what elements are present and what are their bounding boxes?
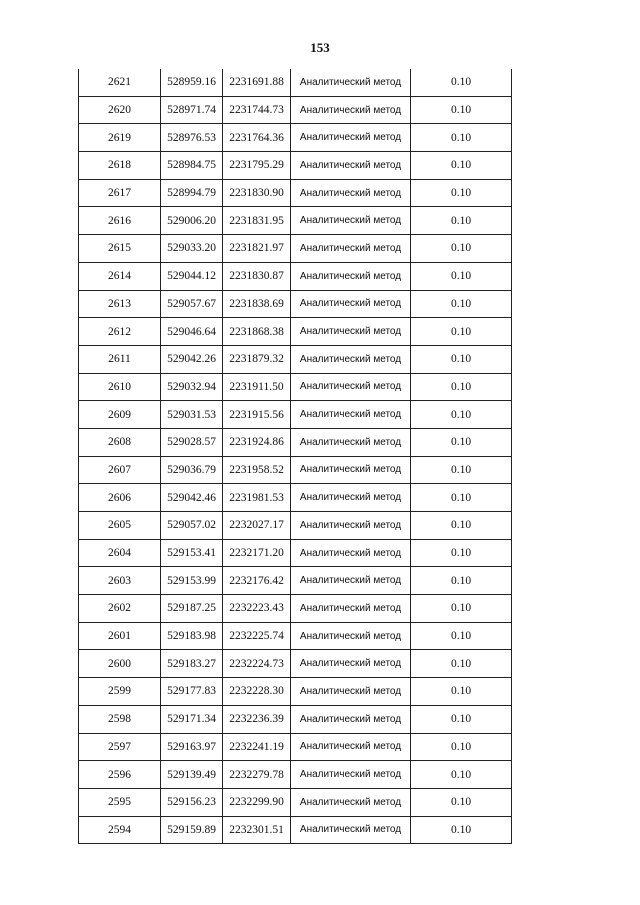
accuracy-cell: 0.10 (411, 124, 512, 152)
y-coordinate-cell: 2231830.90 (223, 179, 291, 207)
table-row (79, 401, 512, 429)
accuracy-cell: 0.10 (411, 622, 512, 650)
table-row (79, 816, 512, 844)
point-number-cell: 2598 (79, 705, 161, 733)
point-number-cell: 2611 (79, 345, 161, 373)
point-number-cell: 2602 (79, 595, 161, 623)
table-row (79, 428, 512, 456)
accuracy-cell: 0.10 (411, 512, 512, 540)
point-number-cell: 2620 (79, 96, 161, 124)
x-coordinate-cell: 529046.64 (161, 318, 223, 346)
y-coordinate-cell: 2232236.39 (223, 705, 291, 733)
point-number-cell: 2610 (79, 373, 161, 401)
point-number-cell: 2599 (79, 678, 161, 706)
table-row (79, 124, 512, 152)
x-coordinate-cell: 528984.75 (161, 152, 223, 180)
x-coordinate-cell: 529028.57 (161, 428, 223, 456)
y-coordinate-cell: 2231830.87 (223, 262, 291, 290)
method-cell: Аналитический метод (291, 290, 411, 318)
y-coordinate-cell: 2232225.74 (223, 622, 291, 650)
y-coordinate-cell: 2231764.36 (223, 124, 291, 152)
x-coordinate-cell: 529057.67 (161, 290, 223, 318)
coordinates-table (78, 69, 512, 844)
x-coordinate-cell: 529163.97 (161, 733, 223, 761)
method-cell: Аналитический метод (291, 179, 411, 207)
table-row (79, 152, 512, 180)
x-coordinate-cell: 529156.23 (161, 788, 223, 816)
x-coordinate-cell: 528994.79 (161, 179, 223, 207)
x-coordinate-cell: 529006.20 (161, 207, 223, 235)
point-number-cell: 2608 (79, 428, 161, 456)
table-row (79, 595, 512, 623)
table-row (79, 345, 512, 373)
accuracy-cell: 0.10 (411, 456, 512, 484)
table-row (79, 290, 512, 318)
table-row (79, 235, 512, 263)
accuracy-cell: 0.10 (411, 318, 512, 346)
method-cell: Аналитический метод (291, 456, 411, 484)
table-row (79, 262, 512, 290)
x-coordinate-cell: 529044.12 (161, 262, 223, 290)
point-number-cell: 2607 (79, 456, 161, 484)
table-row (79, 539, 512, 567)
page-number: 153 (310, 40, 330, 55)
y-coordinate-cell: 2231924.86 (223, 428, 291, 456)
x-coordinate-cell: 529036.79 (161, 456, 223, 484)
accuracy-cell: 0.10 (411, 262, 512, 290)
y-coordinate-cell: 2232171.20 (223, 539, 291, 567)
table-body (79, 69, 512, 844)
x-coordinate-cell: 529159.89 (161, 816, 223, 844)
y-coordinate-cell: 2231795.29 (223, 152, 291, 180)
accuracy-cell: 0.10 (411, 678, 512, 706)
accuracy-cell: 0.10 (411, 69, 512, 96)
y-coordinate-cell: 2231879.32 (223, 345, 291, 373)
method-cell: Аналитический метод (291, 318, 411, 346)
table-row (79, 456, 512, 484)
table-row (79, 650, 512, 678)
point-number-cell: 2604 (79, 539, 161, 567)
method-cell: Аналитический метод (291, 152, 411, 180)
method-cell: Аналитический метод (291, 539, 411, 567)
point-number-cell: 2615 (79, 235, 161, 263)
point-number-cell: 2612 (79, 318, 161, 346)
point-number-cell: 2621 (79, 69, 161, 96)
method-cell: Аналитический метод (291, 705, 411, 733)
method-cell: Аналитический метод (291, 428, 411, 456)
x-coordinate-cell: 528976.53 (161, 124, 223, 152)
accuracy-cell: 0.10 (411, 235, 512, 263)
y-coordinate-cell: 2231915.56 (223, 401, 291, 429)
method-cell: Аналитический метод (291, 345, 411, 373)
accuracy-cell: 0.10 (411, 733, 512, 761)
table-row (79, 484, 512, 512)
point-number-cell: 2613 (79, 290, 161, 318)
x-coordinate-cell: 528959.16 (161, 69, 223, 96)
method-cell: Аналитический метод (291, 124, 411, 152)
accuracy-cell: 0.10 (411, 788, 512, 816)
x-coordinate-cell: 529153.41 (161, 539, 223, 567)
x-coordinate-cell: 529033.20 (161, 235, 223, 263)
method-cell: Аналитический метод (291, 512, 411, 540)
table-row (79, 69, 512, 96)
x-coordinate-cell: 529183.27 (161, 650, 223, 678)
x-coordinate-cell: 529177.83 (161, 678, 223, 706)
method-cell: Аналитический метод (291, 761, 411, 789)
accuracy-cell: 0.10 (411, 595, 512, 623)
point-number-cell: 2606 (79, 484, 161, 512)
table-row (79, 512, 512, 540)
x-coordinate-cell: 529042.46 (161, 484, 223, 512)
accuracy-cell: 0.10 (411, 290, 512, 318)
accuracy-cell: 0.10 (411, 152, 512, 180)
method-cell: Аналитический метод (291, 622, 411, 650)
method-cell: Аналитический метод (291, 96, 411, 124)
method-cell: Аналитический метод (291, 484, 411, 512)
y-coordinate-cell: 2231821.97 (223, 235, 291, 263)
method-cell: Аналитический метод (291, 69, 411, 96)
method-cell: Аналитический метод (291, 373, 411, 401)
accuracy-cell: 0.10 (411, 761, 512, 789)
method-cell: Аналитический метод (291, 567, 411, 595)
y-coordinate-cell: 2231868.38 (223, 318, 291, 346)
method-cell: Аналитический метод (291, 788, 411, 816)
method-cell: Аналитический метод (291, 816, 411, 844)
x-coordinate-cell: 529031.53 (161, 401, 223, 429)
y-coordinate-cell: 2231691.88 (223, 69, 291, 96)
accuracy-cell: 0.10 (411, 484, 512, 512)
accuracy-cell: 0.10 (411, 539, 512, 567)
point-number-cell: 2594 (79, 816, 161, 844)
point-number-cell: 2614 (79, 262, 161, 290)
point-number-cell: 2616 (79, 207, 161, 235)
accuracy-cell: 0.10 (411, 179, 512, 207)
x-coordinate-cell: 529171.34 (161, 705, 223, 733)
y-coordinate-cell: 2232299.90 (223, 788, 291, 816)
x-coordinate-cell: 529042.26 (161, 345, 223, 373)
method-cell: Аналитический метод (291, 401, 411, 429)
table-row (79, 567, 512, 595)
table-row (79, 207, 512, 235)
table-row (79, 318, 512, 346)
point-number-cell: 2619 (79, 124, 161, 152)
accuracy-cell: 0.10 (411, 96, 512, 124)
x-coordinate-cell: 529183.98 (161, 622, 223, 650)
method-cell: Аналитический метод (291, 207, 411, 235)
method-cell: Аналитический метод (291, 595, 411, 623)
accuracy-cell: 0.10 (411, 428, 512, 456)
method-cell: Аналитический метод (291, 235, 411, 263)
accuracy-cell: 0.10 (411, 705, 512, 733)
y-coordinate-cell: 2232241.19 (223, 733, 291, 761)
y-coordinate-cell: 2231911.50 (223, 373, 291, 401)
y-coordinate-cell: 2231958.52 (223, 456, 291, 484)
x-coordinate-cell: 528971.74 (161, 96, 223, 124)
y-coordinate-cell: 2232176.42 (223, 567, 291, 595)
table-row (79, 761, 512, 789)
method-cell: Аналитический метод (291, 262, 411, 290)
x-coordinate-cell: 529032.94 (161, 373, 223, 401)
x-coordinate-cell: 529153.99 (161, 567, 223, 595)
point-number-cell: 2596 (79, 761, 161, 789)
y-coordinate-cell: 2232301.51 (223, 816, 291, 844)
table-row (79, 373, 512, 401)
method-cell: Аналитический метод (291, 650, 411, 678)
point-number-cell: 2618 (79, 152, 161, 180)
y-coordinate-cell: 2231744.73 (223, 96, 291, 124)
y-coordinate-cell: 2232279.78 (223, 761, 291, 789)
method-cell: Аналитический метод (291, 733, 411, 761)
accuracy-cell: 0.10 (411, 816, 512, 844)
x-coordinate-cell: 529187.25 (161, 595, 223, 623)
accuracy-cell: 0.10 (411, 345, 512, 373)
point-number-cell: 2617 (79, 179, 161, 207)
point-number-cell: 2601 (79, 622, 161, 650)
accuracy-cell: 0.10 (411, 567, 512, 595)
method-cell: Аналитический метод (291, 678, 411, 706)
x-coordinate-cell: 529139.49 (161, 761, 223, 789)
table-row (79, 622, 512, 650)
accuracy-cell: 0.10 (411, 373, 512, 401)
accuracy-cell: 0.10 (411, 650, 512, 678)
point-number-cell: 2595 (79, 788, 161, 816)
point-number-cell: 2600 (79, 650, 161, 678)
table-row (79, 788, 512, 816)
y-coordinate-cell: 2232224.73 (223, 650, 291, 678)
table-row (79, 705, 512, 733)
table-row (79, 96, 512, 124)
y-coordinate-cell: 2231831.95 (223, 207, 291, 235)
y-coordinate-cell: 2231838.69 (223, 290, 291, 318)
table-row (79, 179, 512, 207)
x-coordinate-cell: 529057.02 (161, 512, 223, 540)
y-coordinate-cell: 2232228.30 (223, 678, 291, 706)
point-number-cell: 2609 (79, 401, 161, 429)
point-number-cell: 2603 (79, 567, 161, 595)
y-coordinate-cell: 2232223.43 (223, 595, 291, 623)
point-number-cell: 2597 (79, 733, 161, 761)
y-coordinate-cell: 2232027.17 (223, 512, 291, 540)
y-coordinate-cell: 2231981.53 (223, 484, 291, 512)
accuracy-cell: 0.10 (411, 401, 512, 429)
point-number-cell: 2605 (79, 512, 161, 540)
table-row (79, 678, 512, 706)
table-row (79, 733, 512, 761)
accuracy-cell: 0.10 (411, 207, 512, 235)
